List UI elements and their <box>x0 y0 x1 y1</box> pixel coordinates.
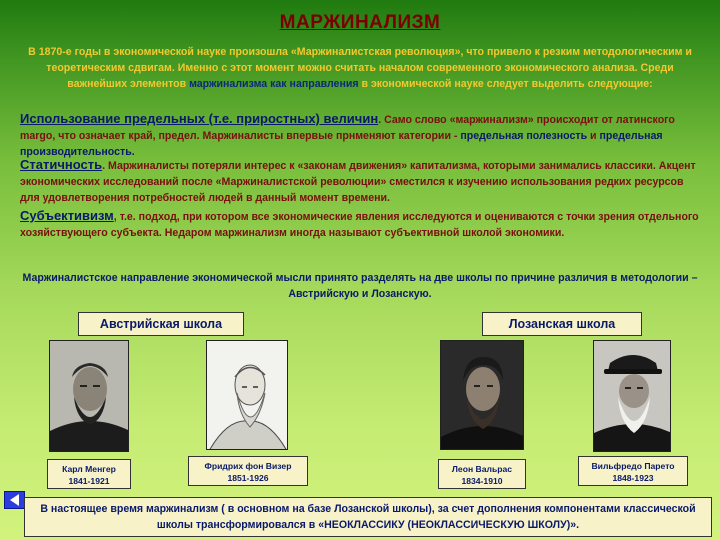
economist-name: Карл Менгер <box>62 464 116 474</box>
principle-text: т.е. подход, при котором все экономические явления исследуются и оцениваются с точки зрения отдельного хозяйствующего субъекта. Недаром маржинализм иногда называют субъективной школой экономики. <box>20 211 699 239</box>
economist-name: Леон Вальрас <box>451 464 513 474</box>
principle-term: Статичность <box>20 157 103 172</box>
principle-separator: . <box>102 160 108 172</box>
austrian-school-label: Австрийская школа <box>78 312 244 336</box>
principle-text: Маржиналисты потеряли интерес к «законам движения» капитализма, которыми занимались классики. Акцент экономических исследований после «Маржиналистской революции» сместился к изучению использования редких ресурсов для удовлетворения потребностей людей в данный момент времени. <box>20 160 696 204</box>
menger-caption <box>47 459 131 489</box>
principle-separator: , <box>113 211 120 223</box>
triangle-left-icon <box>5 492 24 508</box>
principle-static <box>20 157 700 206</box>
economist-years: 1851-1926 <box>227 473 269 483</box>
walras-caption <box>438 459 526 489</box>
principle-term: Субъективизм <box>20 208 114 223</box>
principle-highlight: предельная полезность <box>460 130 588 142</box>
lausanne-school-label: Лозанская школа <box>482 312 642 336</box>
menger-portrait <box>49 340 129 452</box>
principle-text-2: и <box>587 130 600 142</box>
intro-paragraph <box>22 44 698 92</box>
pareto-portrait <box>593 340 671 452</box>
wieser-caption <box>188 456 308 486</box>
principle-term: Использование предельных (т.е. приростных) величин <box>20 111 379 126</box>
schools-intro: Маржиналистское направление экономической мысли принято разделять на две школы по причине различия в методологии – Австрийскую и Лозанскую. <box>22 272 698 300</box>
economist-name: Фридрих фон Визер <box>204 461 292 471</box>
intro-highlight: маржинализма как направления <box>189 78 359 90</box>
principle-separator: . <box>378 114 385 126</box>
pareto-caption <box>578 456 688 486</box>
principle-text: Само слово «маржинализм» происходит от латинского margo, что означает край, предел. Маржиналисты впервые прнменяют категории - <box>20 114 675 142</box>
economist-years: 1848-1923 <box>612 473 654 483</box>
economist-years: 1841-1921 <box>68 476 110 486</box>
intro-text-1: В 1870-е годы в экономической науке произошла «Маржиналистская революция», что привело к резким методологическим и теоретическим сдвигам. Именно с этот момент можно считать началом современного экономического анализа. Среди важнейших элементов <box>28 46 692 90</box>
page-title: МАРЖИНАЛИЗМ <box>279 12 441 33</box>
walras-portrait <box>440 340 524 450</box>
principle-highlight-2: предельная производительность. <box>20 130 663 158</box>
intro-text-2: в экономической науке следует выделить следующие: <box>358 78 653 90</box>
economist-years: 1834-1910 <box>461 476 503 486</box>
wieser-portrait <box>206 340 288 450</box>
conclusion-box: В настоящее время маржинализм ( в основном на базе Лозанской школы), за счет дополнения компонентами классической школы трансформировался в «НЕОКЛАССИКУ (НЕОКЛАССИЧЕСКУЮ ШКОЛУ)». <box>24 497 712 537</box>
principle-marginal-values <box>20 111 700 160</box>
principle-subjectivism <box>20 208 700 241</box>
back-button[interactable] <box>4 491 25 509</box>
economist-name: Вильфредо Парето <box>591 461 675 471</box>
